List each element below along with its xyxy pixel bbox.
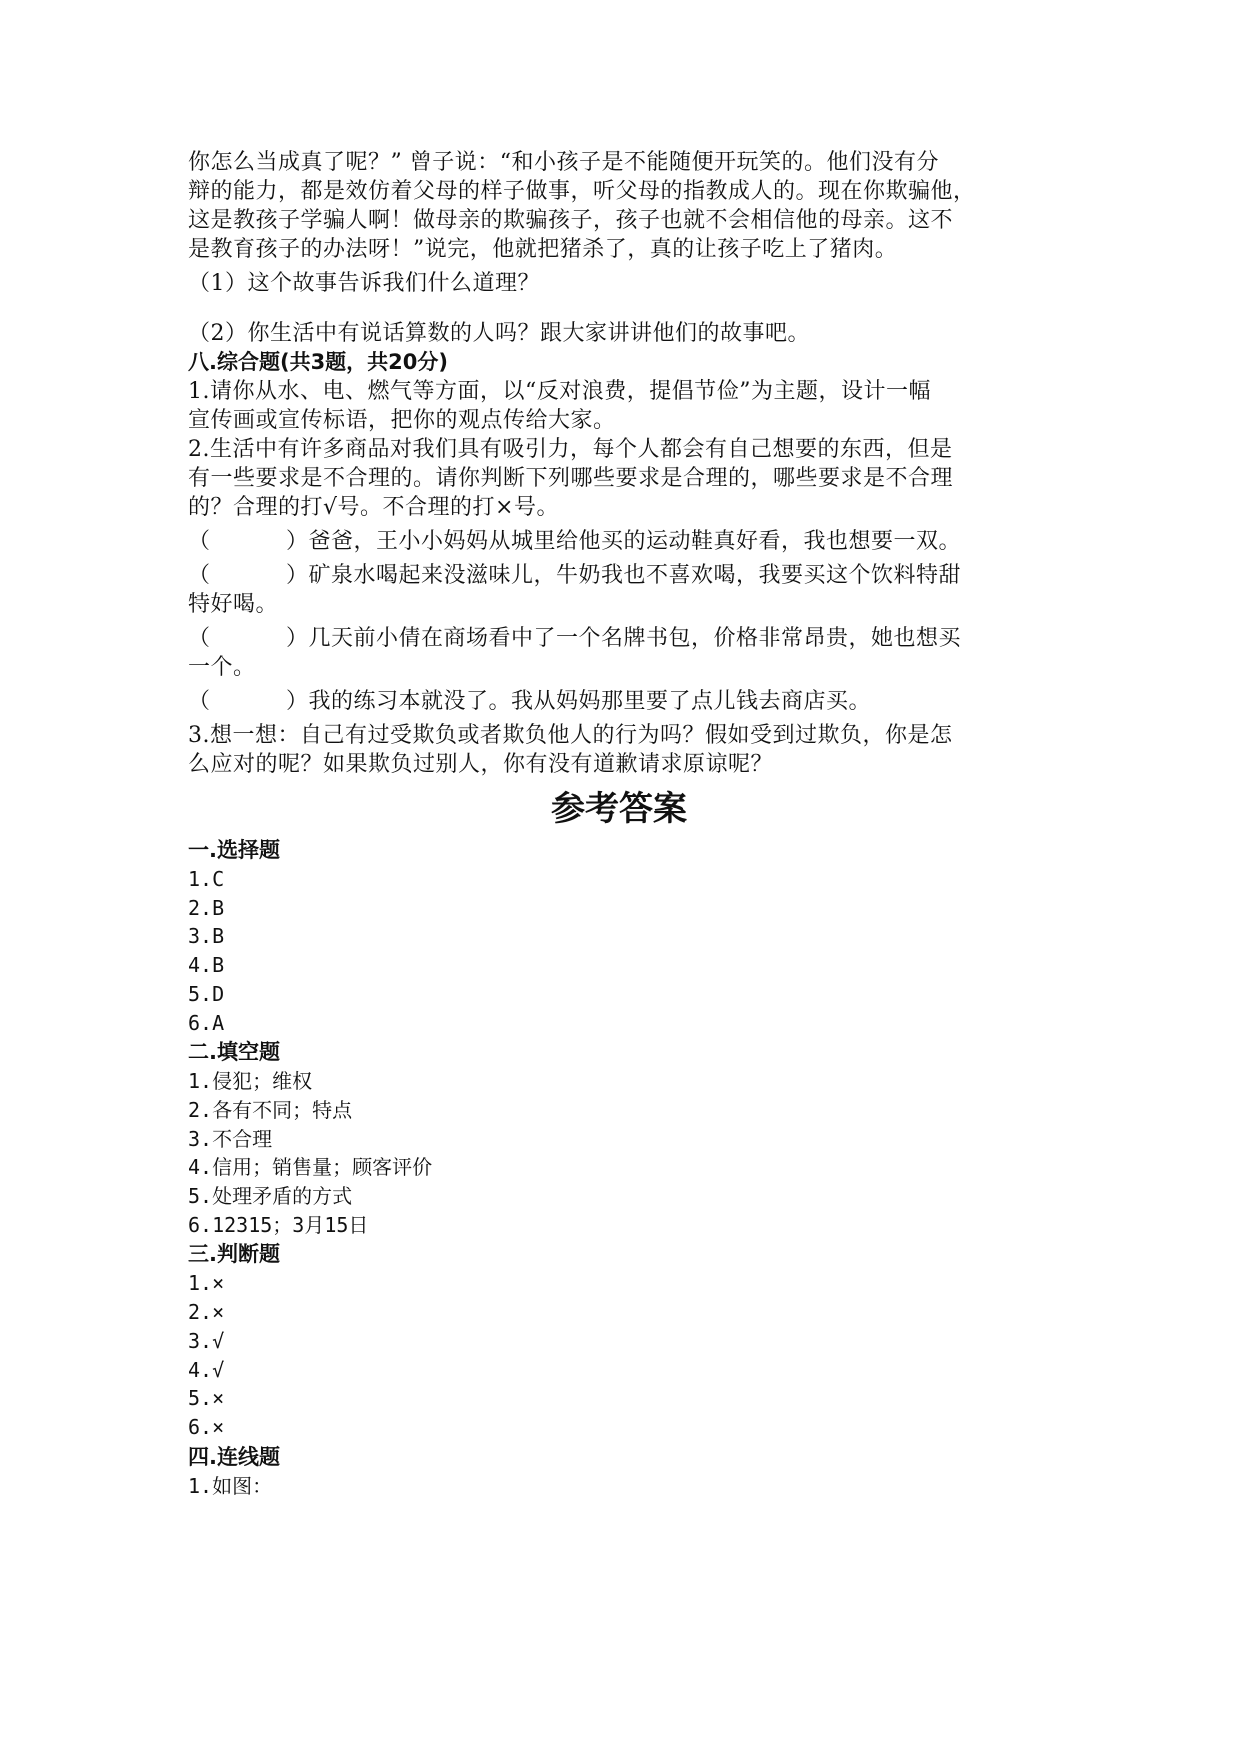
answer-section-judge <box>188 1239 1050 1441</box>
item-line: 么应对的呢？如果欺负过别人，你有没有道歉请求原谅呢？ <box>188 752 774 777</box>
section-8-item-1 <box>188 377 1050 435</box>
answer-section-heading: 二.填空题 <box>188 1040 280 1065</box>
item-line: 宣传画或宣传标语，把你的观点传给大家。 <box>188 408 616 433</box>
answer-item: 1.如图： <box>188 1473 273 1498</box>
item-line: 2.生活中有许多商品对我们具有吸引力，每个人都会有自己想要的东西，但是 <box>188 437 953 462</box>
answer-item: 3.√ <box>188 1328 225 1353</box>
item-line: 的？合理的打√号。不合理的打×号。 <box>188 495 559 520</box>
document-page <box>188 148 1050 1500</box>
answer-blank[interactable]: （ <box>188 529 211 554</box>
section-8-title: 八.综合题(共3题，共20分) <box>188 350 449 374</box>
answer-section-heading: 四.连线题 <box>188 1444 280 1469</box>
answer-section-match <box>188 1442 1050 1501</box>
judge-text: 我的练习本就没了。我从妈妈那里要了点儿钱去商店买。 <box>308 689 872 714</box>
judge-close-paren: ） <box>286 626 309 651</box>
judge-text: 几天前小倩在商场看中了一个名牌书包，价格非常昂贵，她也想买 <box>308 626 962 651</box>
story-line: 是教育孩子的办法呀！”说完，他就把猪杀了，真的让孩子吃上了猪肉。 <box>188 237 898 262</box>
answer-item: 5.处理矛盾的方式 <box>188 1184 353 1209</box>
judge-item <box>188 624 1050 682</box>
judge-item <box>188 527 1050 556</box>
answer-section-heading: 三.判断题 <box>188 1242 280 1267</box>
answer-item: 4.√ <box>188 1357 225 1382</box>
answer-item: 5.× <box>188 1386 225 1411</box>
answer-item: 6.12315；3月15日 <box>188 1212 369 1237</box>
answer-key-title: 参考答案 <box>551 789 687 829</box>
judge-item <box>188 687 1050 716</box>
answer-item: 2.各有不同；特点 <box>188 1097 353 1122</box>
answer-item: 2.× <box>188 1300 225 1325</box>
item-line: 有一些要求是不合理的。请你判断下列哪些要求是合理的，哪些要求是不合理 <box>188 466 954 491</box>
section-8-item-2 <box>188 435 1050 522</box>
answer-item: 4.B <box>188 953 225 978</box>
answer-item: 6.A <box>188 1010 225 1035</box>
answer-blank[interactable]: （ <box>188 563 211 588</box>
story-line: 这是教孩子学骗人啊！做母亲的欺骗孩子，孩子也就不会相信他的母亲。这不 <box>188 208 954 233</box>
question-1: （1）这个故事告诉我们什么道理？ <box>188 271 540 296</box>
answer-item: 4.信用；销售量；顾客评价 <box>188 1155 433 1180</box>
answer-blank[interactable]: （ <box>188 689 211 714</box>
judge-text: 矿泉水喝起来没滋味儿，牛奶我也不喜欢喝，我要买这个饮料特甜 <box>308 563 962 588</box>
answer-item: 6.× <box>188 1414 225 1439</box>
answer-item: 1.侵犯；维权 <box>188 1069 313 1094</box>
judge-close-paren: ） <box>286 689 309 714</box>
answer-item: 3.B <box>188 924 225 949</box>
item-line: 1.请你从水、电、燃气等方面，以“反对浪费，提倡节俭”为主题，设计一幅 <box>188 379 931 404</box>
section-8-item-3 <box>188 721 1050 779</box>
answer-item: 1.× <box>188 1271 225 1296</box>
judge-item <box>188 561 1050 619</box>
judge-text: 爸爸，王小小妈妈从城里给他买的运动鞋真好看，我也想要一双。 <box>308 529 962 554</box>
judge-text-cont: 特好喝。 <box>188 592 279 617</box>
judge-close-paren: ） <box>286 563 309 588</box>
story-line: 辩的能力，都是效仿着父母的样子做事，听父母的指教成人的。现在你欺骗他， <box>188 179 976 204</box>
answer-section-fill <box>188 1037 1050 1239</box>
answer-item: 2.B <box>188 895 225 920</box>
answer-item: 5.D <box>188 981 225 1006</box>
judge-text-cont: 一个。 <box>188 655 256 680</box>
answer-item: 1.C <box>188 867 225 891</box>
answer-blank[interactable]: （ <box>188 626 211 651</box>
item-line: 3.想一想：自己有过受欺负或者欺负他人的行为吗？假如受到过欺负，你是怎 <box>188 723 953 748</box>
answer-section-heading: 一.选择题 <box>188 838 280 862</box>
story-line: 你怎么当成真了呢？” 曾子说：“和小孩子是不能随便开玩笑的。他们没有分 <box>188 150 939 175</box>
answer-section-choice <box>188 835 1050 1037</box>
judge-close-paren: ） <box>286 529 309 554</box>
question-2: （2）你生活中有说话算数的人吗？跟大家讲讲他们的故事吧。 <box>188 321 810 346</box>
judge-list <box>188 527 1050 716</box>
answer-item: 3.不合理 <box>188 1126 273 1151</box>
story-paragraph <box>188 148 1050 264</box>
